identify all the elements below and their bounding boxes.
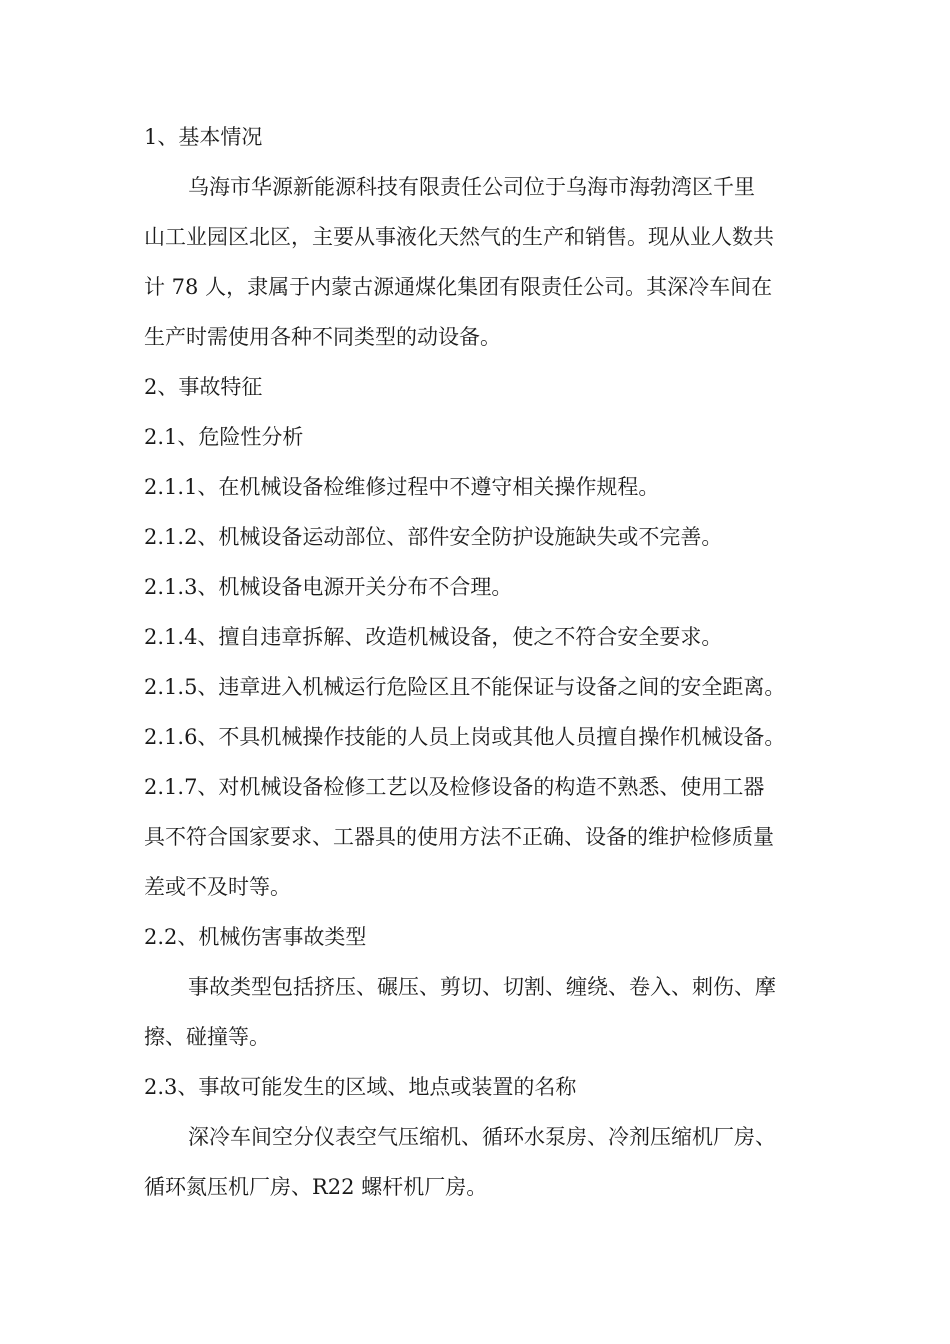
paragraph-line: 循环氮压机厂房、R22 螺杆机厂房。 [144,1175,488,1199]
section-heading-2: 2、事故特征 [144,375,263,399]
list-item: 2.1.7、对机械设备检修工艺以及检修设备的构造不熟悉、使用工器 [144,775,765,799]
paragraph-line: 生产时需使用各种不同类型的动设备。 [144,325,501,349]
subsection-heading-2-3: 2.3、事故可能发生的区域、地点或装置的名称 [144,1075,577,1099]
paragraph-line: 深冷车间空分仪表空气压缩机、循环水泵房、冷剂压缩机厂房、 [188,1125,776,1149]
list-item: 2.1.6、不具机械操作技能的人员上岗或其他人员擅自操作机械设备。 [144,725,786,749]
paragraph-line: 擦、碰撞等。 [144,1025,270,1049]
list-item: 2.1.4、擅自违章拆解、改造机械设备，使之不符合安全要求。 [144,625,723,649]
subsection-heading-2-2: 2.2、机械伤害事故类型 [144,925,367,949]
list-item: 2.1.1、在机械设备检维修过程中不遵守相关操作规程。 [144,475,660,499]
list-item: 2.1.2、机械设备运动部位、部件安全防护设施缺失或不完善。 [144,525,723,549]
list-item: 2.1.5、违章进入机械运行危险区且不能保证与设备之间的安全距离。 [144,675,786,699]
paragraph-line: 事故类型包括挤压、碾压、剪切、切割、缠绕、卷入、刺伤、摩 [188,975,776,999]
list-item: 2.1.3、机械设备电源开关分布不合理。 [144,575,513,599]
paragraph-line: 乌海市华源新能源科技有限责任公司位于乌海市海勃湾区千里 [188,175,755,199]
paragraph-line: 计 78 人，隶属于内蒙古源通煤化集团有限责任公司。其深冷车间在 [144,275,773,299]
section-heading-1: 1、基本情况 [144,125,263,149]
paragraph-line: 山工业园区北区，主要从事液化天然气的生产和销售。现从业人数共 [144,225,774,249]
paragraph-line: 差或不及时等。 [144,875,291,899]
paragraph-line: 具不符合国家要求、工器具的使用方法不正确、设备的维护检修质量 [144,825,774,849]
subsection-heading-2-1: 2.1、危险性分析 [144,425,304,449]
